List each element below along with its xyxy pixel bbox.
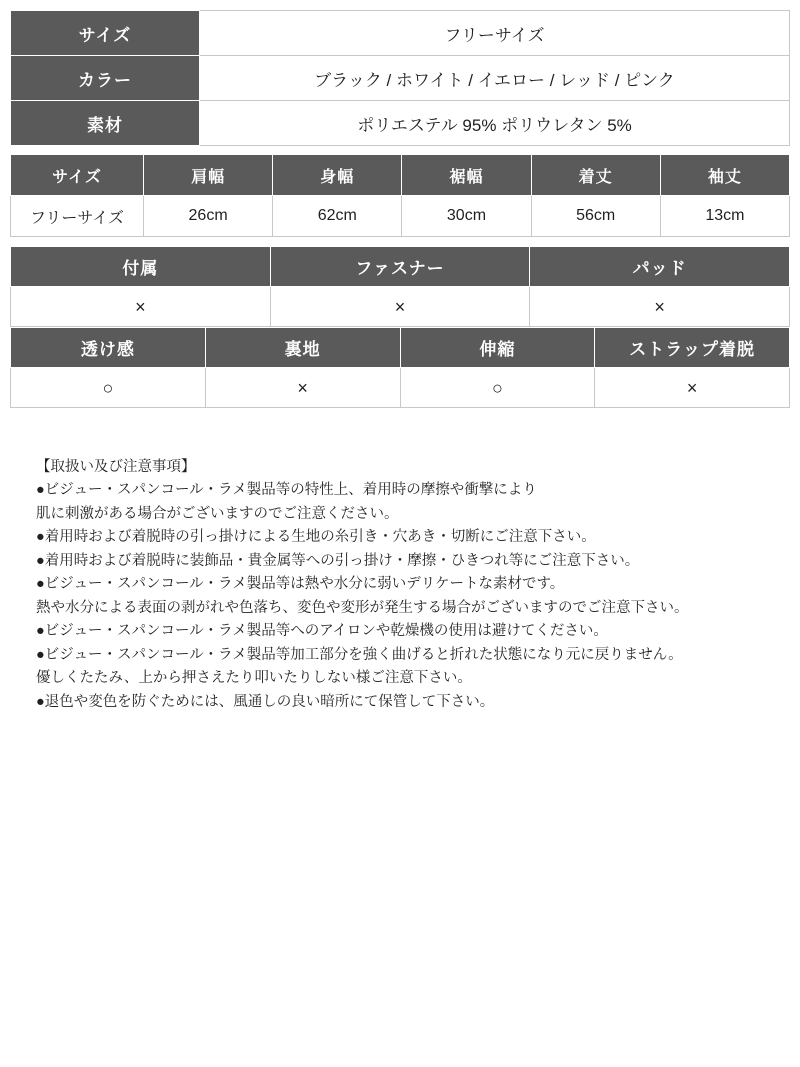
care-notes-title: 【取扱い及び注意事項】	[36, 459, 196, 475]
care-note-line: 優しくたたみ、上から押さえたり叩いたりしない様ご注意下さい。	[36, 670, 472, 687]
feature-header-stretch: 伸縮	[400, 328, 595, 368]
table-row	[11, 101, 790, 146]
feature-value-lining: ×	[205, 368, 400, 408]
size-value-shoulder: 26cm	[144, 196, 273, 237]
care-note-line: ●ビジュー・スパンコール・ラメ製品等へのアイロンや乾燥機の使用は避けてください。	[36, 623, 608, 640]
attach-header-pad: パッド	[530, 247, 790, 287]
spec-label-material: 素材	[11, 101, 200, 146]
size-value-sleeve: 13cm	[660, 196, 789, 237]
attach-header-accessory: 付属	[11, 247, 271, 287]
feature-value-sheerness: ○	[11, 368, 206, 408]
spec-value-size: フリーサイズ	[200, 11, 790, 56]
care-note-line: ●着用時および着脱時の引っ掛けによる生地の糸引き・穴あき・切断にご注意下さい。	[36, 529, 596, 546]
feature-table	[10, 327, 790, 408]
table-header-row	[11, 328, 790, 368]
care-note-line: ●ビジュー・スパンコール・ラメ製品等加工部分を強く曲げると折れた状態になり元に戻りません。	[36, 646, 683, 663]
feature-header-lining: 裏地	[205, 328, 400, 368]
table-row	[11, 11, 790, 56]
size-value-hem: 30cm	[402, 196, 531, 237]
attach-value-accessory: ×	[11, 287, 271, 327]
attachment-table	[10, 246, 790, 327]
spec-value-material: ポリエステル 95% ポリウレタン 5%	[200, 101, 790, 146]
care-notes	[10, 456, 790, 714]
feature-value-strap: ×	[595, 368, 790, 408]
table-row	[11, 368, 790, 408]
spec-value-color: ブラック / ホワイト / イエロー / レッド / ピンク	[200, 56, 790, 101]
size-header-shoulder: 肩幅	[144, 155, 273, 196]
spec-table	[10, 10, 790, 146]
size-header-hem: 裾幅	[402, 155, 531, 196]
spec-label-size: サイズ	[11, 11, 200, 56]
size-header-size: サイズ	[11, 155, 144, 196]
size-header-length: 着丈	[531, 155, 660, 196]
care-note-line: ●着用時および着脱時に装飾品・貴金属等への引っ掛け・摩擦・ひきつれ等にご注意下さい。	[36, 552, 640, 569]
spec-label-color: カラー	[11, 56, 200, 101]
attach-value-zipper: ×	[270, 287, 530, 327]
size-value-size: フリーサイズ	[11, 196, 144, 237]
table-header-row	[11, 155, 790, 196]
care-note-line: ●ビジュー・スパンコール・ラメ製品等の特性上、着用時の摩擦や衝撃により	[36, 482, 537, 499]
table-header-row	[11, 247, 790, 287]
feature-header-sheerness: 透け感	[11, 328, 206, 368]
table-row	[11, 196, 790, 237]
measurement-table	[10, 154, 790, 237]
size-header-bust: 身幅	[273, 155, 402, 196]
care-note-line: 肌に刺激がある場合がございますのでご注意ください。	[36, 505, 399, 522]
size-value-bust: 62cm	[273, 196, 402, 237]
attach-header-zipper: ファスナー	[270, 247, 530, 287]
size-header-sleeve: 袖丈	[660, 155, 789, 196]
care-note-line: ●ビジュー・スパンコール・ラメ製品等は熱や水分に弱いデリケートな素材です。	[36, 576, 565, 593]
care-note-line: ●退色や変色を防ぐためには、風通しの良い暗所にて保管して下さい。	[36, 693, 495, 710]
table-row	[11, 56, 790, 101]
size-value-length: 56cm	[531, 196, 660, 237]
care-note-line: 熱や水分による表面の剥がれや色落ち、変色や変形が発生する場合がございますのでご注意下さい。	[36, 599, 689, 616]
feature-value-stretch: ○	[400, 368, 595, 408]
attach-value-pad: ×	[530, 287, 790, 327]
feature-header-strap: ストラップ着脱	[595, 328, 790, 368]
table-row	[11, 287, 790, 327]
